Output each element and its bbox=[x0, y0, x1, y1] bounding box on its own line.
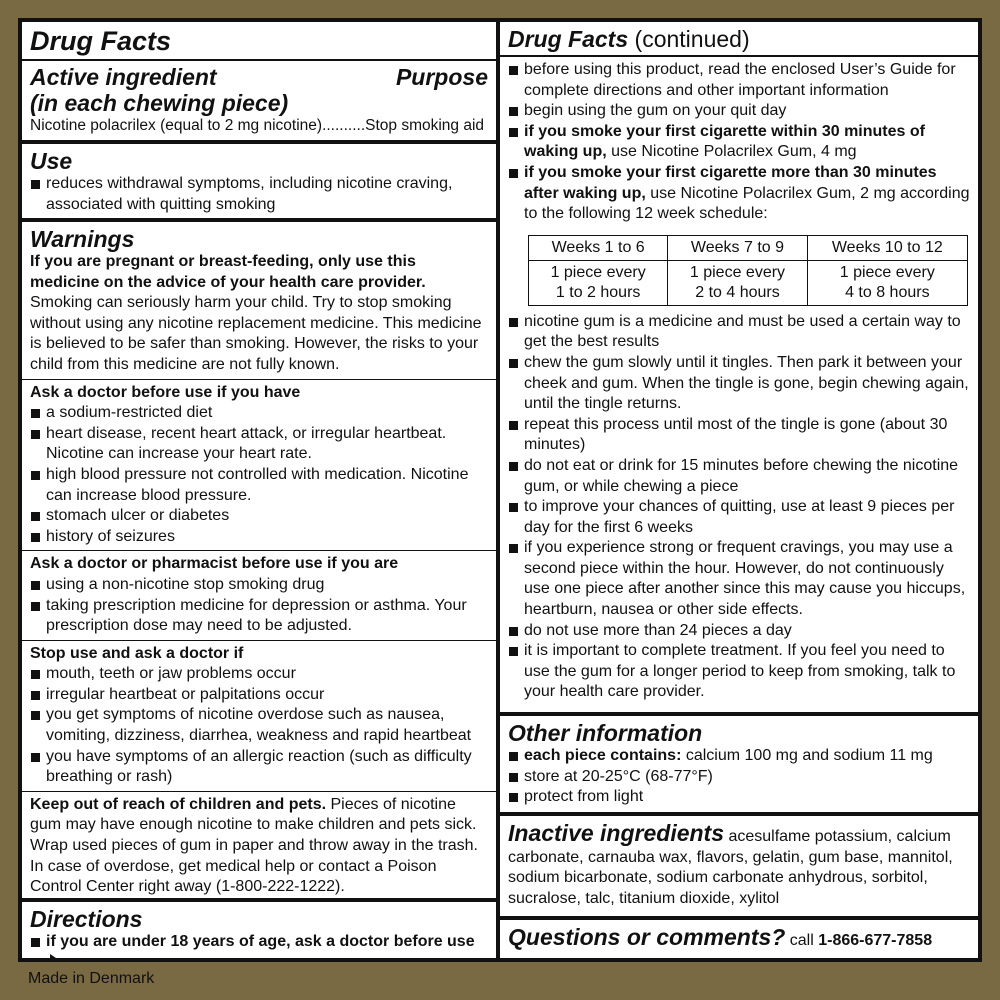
questions-call: call bbox=[785, 932, 819, 949]
other-information-box bbox=[500, 716, 978, 812]
questions-line bbox=[508, 924, 970, 954]
continued-title-suffix: (continued) bbox=[628, 26, 750, 52]
directions-heading: Directions bbox=[30, 906, 143, 932]
stop-use-item: irregular heartbeat or palpitations occur bbox=[30, 685, 488, 706]
stop-use-item: you get symptoms of nicotine overdose such as nausea, vomiting, dizziness, diarrhea, weakness and rapid heartbeat bbox=[30, 705, 488, 746]
other-information-item: store at 20-25°C (68-77°F) bbox=[508, 767, 970, 788]
made-in-label: Made in Denmark bbox=[28, 970, 155, 987]
keep-out-of-reach-bold: Keep out of reach of children and pets. bbox=[30, 795, 327, 813]
use-heading: Use bbox=[30, 148, 73, 174]
use-box bbox=[22, 144, 496, 218]
cell-line: 4 to 8 hours bbox=[845, 283, 930, 301]
pregnancy-warning bbox=[30, 252, 488, 376]
other-information-heading: Other information bbox=[508, 720, 703, 746]
direction-item: to improve your chances of quitting, use at least 9 pieces per day for the first 6 weeks bbox=[508, 497, 970, 538]
active-ingredient-box bbox=[22, 22, 496, 140]
direction-item-text: use Nicotine Polacrilex Gum, 4 mg bbox=[606, 143, 857, 161]
inactive-ingredients-text: acesulfame potassium, calcium carbonate, carnauba wax, flavors, gelatin, gum base, mannitol, sodium bicarbonate, sodium carbonate anhydrous, sorbitol, sucralose, talc, titanium dioxide, xylitol bbox=[508, 828, 953, 907]
ask-pharmacist-item: taking prescription medicine for depression or asthma. Your prescription dose may need to be adjusted. bbox=[30, 596, 488, 637]
ask-doctor-item: high blood pressure not controlled with medication. Nicotine can increase blood pressure. bbox=[30, 465, 488, 506]
table-row bbox=[529, 235, 968, 260]
ask-doctor-item: stomach ulcer or diabetes bbox=[30, 506, 488, 527]
cell-line: 1 to 2 hours bbox=[555, 283, 641, 301]
direction-item: before using this product, read the enclosed User’s Guide for complete directions and other important information bbox=[508, 60, 970, 101]
questions-box bbox=[500, 920, 978, 958]
ask-doctor-heading: Ask a doctor before use if you have bbox=[30, 383, 301, 401]
ask-doctor-item: a sodium-restricted diet bbox=[30, 403, 488, 424]
other-information-text: calcium 100 mg and sodium 11 mg bbox=[681, 747, 933, 764]
dosing-schedule-table bbox=[528, 235, 968, 306]
warnings-heading: Warnings bbox=[30, 226, 135, 252]
ask-doctor-item: heart disease, recent heart attack, or irregular heartbeat. Nicotine can increase your heart rate. bbox=[30, 424, 488, 465]
questions-phone: 1-866-677-7858 bbox=[818, 932, 933, 949]
other-information-bold: each piece contains: bbox=[524, 747, 682, 764]
direction-item bbox=[508, 163, 970, 225]
ask-pharmacist-heading: Ask a doctor or pharmacist before use if you are bbox=[30, 555, 399, 573]
ask-pharmacist-item: using a non-nicotine stop smoking drug bbox=[30, 575, 488, 596]
table-header-cell: Weeks 7 to 9 bbox=[668, 235, 807, 260]
use-item: reduces withdrawal symptoms, including nicotine craving, associated with quitting smoking bbox=[30, 174, 488, 215]
direction-item: repeat this process until most of the tingle is gone (about 30 minutes) bbox=[508, 415, 970, 456]
drug-facts-title: Drug Facts bbox=[30, 26, 172, 56]
direction-item: nicotine gum is a medicine and must be used a certain way to get the best results bbox=[508, 312, 970, 353]
direction-item-bold: if you smoke your first cigarette within 30 minutes of waking up, bbox=[524, 122, 925, 161]
directions-item-text: if you are under 18 years of age, ask a doctor before use bbox=[46, 933, 475, 950]
inactive-ingredients bbox=[508, 820, 970, 909]
keep-out-of-reach bbox=[30, 795, 488, 898]
continued-title-main: Drug Facts bbox=[508, 26, 629, 52]
ask-doctor-item: history of seizures bbox=[30, 527, 488, 548]
continue-arrow-icon bbox=[50, 954, 62, 958]
direction-item: chew the gum slowly until it tingles. Then park it between your cheek and gum. When the tingle is gone, begin chewing again, until the tingle returns. bbox=[508, 353, 970, 415]
pregnancy-warning-text: Smoking can seriously harm your child. Try to stop smoking without using any nicotine replacement medicine. This medicine is believed to be safer than smoking. However, the risks to your child from this medicine are not fully known. bbox=[30, 294, 482, 373]
direction-item: if you experience strong or frequent cravings, you may use a second piece within the hour. However, do not continuously use one piece after another since this may cause you hiccups, heartburn, nausea or other side effects. bbox=[508, 538, 970, 620]
cell-line: 2 to 4 hours bbox=[695, 283, 780, 301]
table-header-cell: Weeks 10 to 12 bbox=[807, 235, 967, 260]
continued-title bbox=[508, 26, 970, 52]
inactive-ingredients-heading: Inactive ingredients bbox=[508, 820, 725, 846]
stop-use-item: mouth, teeth or jaw problems occur bbox=[30, 664, 488, 685]
cell-line: 1 piece every bbox=[689, 263, 786, 281]
pregnancy-warning-bold: If you are pregnant or breast-feeding, only use this medicine on the advice of your health care provider. bbox=[30, 253, 426, 291]
direction-item-text: use Nicotine Polacrilex Gum, 2 mg according to the following 12 week schedule: bbox=[524, 184, 970, 223]
stop-use-heading: Stop use and ask a doctor if bbox=[30, 644, 244, 662]
direction-item bbox=[508, 122, 970, 163]
direction-item: begin using the gum on your quit day bbox=[508, 101, 970, 122]
directions-box bbox=[22, 902, 496, 958]
other-information-item bbox=[508, 746, 970, 767]
direction-item: do not eat or drink for 15 minutes before chewing the nicotine gum, or while chewing a piece bbox=[508, 456, 970, 497]
table-cell bbox=[529, 260, 668, 305]
direction-item: do not use more than 24 pieces a day bbox=[508, 621, 970, 642]
purpose-heading: Purpose bbox=[395, 64, 488, 90]
table-cell bbox=[807, 260, 967, 305]
warnings-box bbox=[22, 222, 496, 898]
questions-heading: Questions or comments? bbox=[508, 924, 786, 950]
direction-item-bold: if you smoke your first cigarette more than 30 minutes after waking up, bbox=[524, 163, 937, 202]
other-information-item: protect from light bbox=[508, 787, 970, 808]
table-header-cell: Weeks 1 to 6 bbox=[529, 235, 668, 260]
keep-out-of-reach-text: Pieces of nicotine gum may have enough nicotine to make children and pets sick. Wrap used pieces of gum in paper and throw away in the trash. In case of overdose, get medical help or contact a Poison Control Center right away (1-800-222-1222). bbox=[30, 795, 478, 896]
cell-line: 1 piece every bbox=[839, 263, 935, 281]
active-ingredient-subheading: (in each chewing piece) bbox=[30, 90, 289, 116]
ingredient-line: Nicotine polacrilex (equal to 2 mg nicotine)..........Stop smoking aid bbox=[30, 117, 485, 134]
directions-continued-box bbox=[500, 22, 978, 712]
inactive-ingredients-box bbox=[500, 816, 978, 916]
active-ingredient-heading: Active ingredient bbox=[30, 64, 217, 90]
direction-item: it is important to complete treatment. If you feel you need to use the gum for a longer period to keep from smoking, talk to your health care provider. bbox=[508, 641, 970, 703]
stop-use-item: you have symptoms of an allergic reaction (such as difficulty breathing or rash) bbox=[30, 747, 488, 788]
directions-item bbox=[30, 932, 488, 958]
table-row bbox=[529, 260, 968, 305]
table-cell bbox=[668, 260, 807, 305]
cell-line: 1 piece every bbox=[550, 263, 646, 281]
